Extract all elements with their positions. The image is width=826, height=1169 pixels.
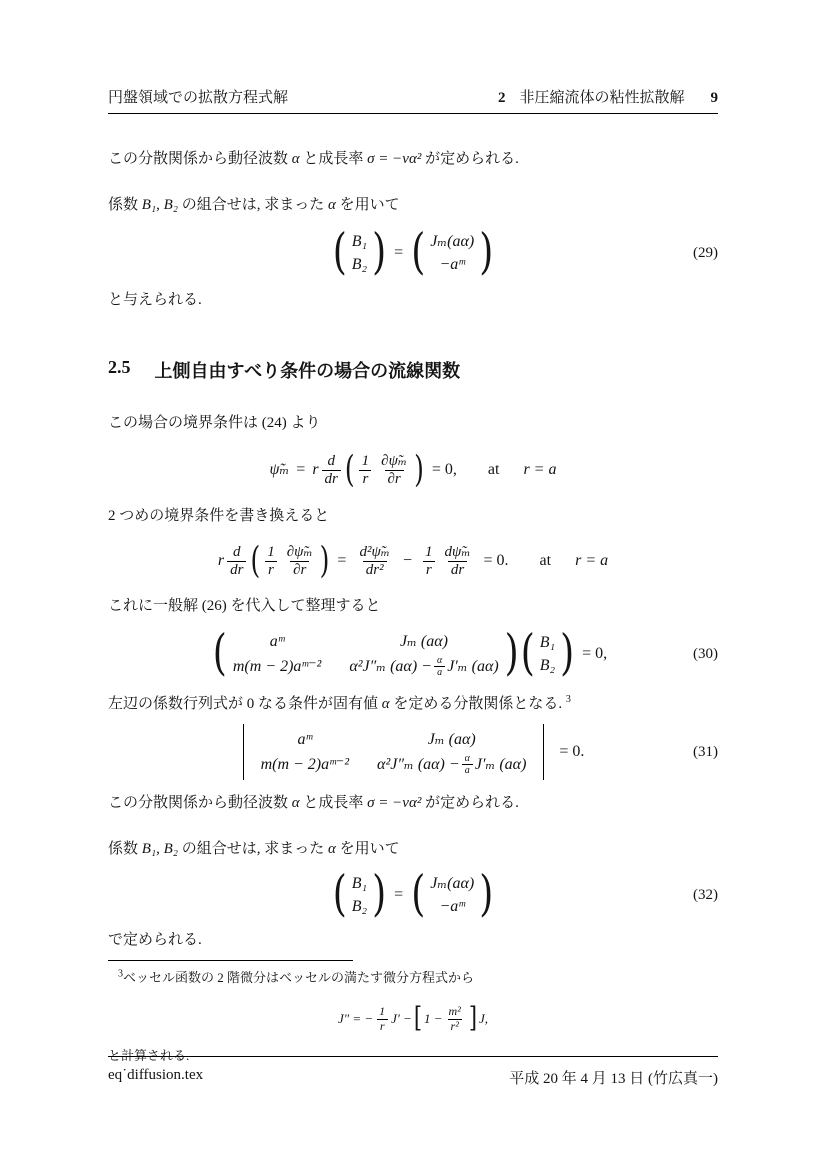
vector-entry: −aᵐ: [439, 256, 465, 273]
text-run: と成長率: [299, 795, 368, 811]
at-label: at: [487, 461, 500, 479]
numerator: 1: [379, 1004, 386, 1019]
vector-rhs: [430, 872, 474, 918]
denominator: r: [359, 470, 371, 488]
vector-b: [352, 230, 367, 276]
denominator: dr: [322, 470, 341, 488]
numerator: 1: [425, 543, 433, 560]
left-paren-glyph: (: [212, 625, 227, 681]
numerator: α: [464, 753, 470, 764]
condition: r = a: [575, 552, 609, 570]
right-paren-glyph: ): [560, 625, 575, 681]
equation-29: [108, 226, 718, 280]
equation-number: (29): [693, 245, 718, 261]
text-run: ベッセル函数の 2 階微分はベッセルの満たす微分方程式から: [123, 970, 475, 985]
equals-sign: =: [296, 461, 306, 479]
math-psi: ψ̃ₘ: [269, 461, 290, 479]
math-fraction: [446, 1005, 464, 1033]
numerator: dψ̃ₘ: [444, 543, 471, 560]
math-alpha: α: [328, 197, 336, 213]
left-paren-glyph: (: [332, 866, 347, 922]
matrix-cell: Jₘ (aα): [427, 731, 476, 748]
header-right: [498, 86, 718, 107]
numerator: α: [436, 655, 443, 666]
equation-number: (30): [693, 646, 718, 662]
equation-number: (32): [693, 887, 718, 903]
right-paren-glyph: ): [319, 539, 330, 582]
equation-32: [108, 868, 718, 922]
numerator: ∂ψ̃ₘ: [286, 543, 313, 560]
right-paren-glyph: ): [504, 625, 519, 681]
denominator: dr: [227, 561, 246, 579]
running-title: 円盤領域での拡散方程式解: [108, 90, 289, 106]
math-tail: J,: [479, 1011, 489, 1027]
right-paren-glyph: ): [372, 224, 387, 280]
text-run: を用いて: [335, 841, 400, 857]
numerator: d: [233, 543, 241, 560]
footnote-equation: [108, 999, 718, 1039]
right-paren-glyph: ): [372, 866, 387, 922]
denominator: dr²: [363, 561, 387, 579]
page-header: [108, 86, 718, 114]
right-paren-glyph: ): [479, 866, 494, 922]
math-alpha: α: [381, 696, 390, 712]
math-fraction: [356, 544, 393, 579]
footnote-text: [108, 969, 718, 986]
text-run: の組合せは, 求まった: [178, 841, 329, 857]
paragraph-defined: で定められる.: [108, 932, 202, 948]
footnote-mark: 3: [118, 968, 123, 980]
paragraph-determinant: [108, 694, 718, 715]
denominator: r: [265, 561, 277, 579]
math-fraction: [434, 655, 445, 678]
determinant-bars: [243, 724, 545, 780]
left-paren-glyph: (: [332, 224, 347, 280]
vector-b: [352, 872, 367, 918]
footer-filename: eq˙diffusion.tex: [108, 1067, 204, 1083]
text-run: この分散関係から動径波数: [108, 151, 292, 167]
math-fraction: [264, 544, 278, 579]
text-run: と成長率: [299, 151, 368, 167]
footer-date-author: 平成 20 年 4 月 13 日 (竹広真一): [509, 1071, 718, 1087]
text-run: が定められる.: [421, 795, 519, 811]
vector-entry: B₂: [539, 657, 556, 674]
matrix-cell: [377, 753, 526, 776]
matrix-cell: m(m − 2)aᵐ⁻²: [260, 756, 350, 773]
denominator: dr: [448, 561, 467, 579]
header-section-title: 非圧縮流体の粘性拡散解: [519, 90, 685, 106]
math-fraction: [442, 544, 474, 579]
equals-zero: = 0.: [559, 743, 585, 761]
text-run: J′ₘ (aα): [447, 658, 499, 675]
vector-entry: −aᵐ: [439, 898, 465, 915]
math-fraction: [359, 453, 373, 488]
matrix-cell: aᵐ: [297, 731, 313, 748]
paragraph-dispersion-2: [108, 793, 718, 814]
equals-zero: = 0,: [431, 461, 457, 479]
equals-zero: = 0,: [582, 645, 608, 663]
text-run: 係数: [108, 197, 142, 213]
text-run: α²J″ₘ (aα) −: [349, 658, 432, 675]
numerator: ∂ψ̃ₘ: [381, 452, 408, 469]
text-run: が定められる.: [421, 151, 519, 167]
left-bracket-glyph: [: [413, 1001, 423, 1034]
paragraph-given: と与えられる.: [108, 292, 202, 308]
math-alpha: α: [291, 795, 300, 811]
math-fraction: [422, 544, 436, 579]
left-paren-glyph: (: [520, 625, 535, 681]
equals-sign: =: [394, 244, 404, 262]
paragraph-dispersion-1: [108, 149, 718, 170]
denominator: a: [434, 666, 445, 678]
text-run: を定める分散関係となる.: [389, 696, 563, 712]
page-number: 9: [710, 90, 718, 106]
text-run: を用いて: [335, 197, 400, 213]
left-paren-glyph: (: [344, 448, 355, 491]
math-alpha: α: [291, 151, 300, 167]
right-bracket-glyph: ]: [468, 1001, 478, 1034]
vector-entry: B₂: [351, 256, 368, 273]
math-alpha: α: [328, 841, 336, 857]
section-title: 上側自由すべり条件の場合の流線関数: [154, 361, 461, 381]
vector-entry: B₂: [351, 898, 368, 915]
equation-bc1: [108, 444, 718, 496]
numerator: d: [327, 452, 335, 469]
right-paren-glyph: ): [479, 224, 494, 280]
footnote-post-text: と計算される.: [108, 1048, 190, 1063]
equation-30: [108, 625, 718, 683]
text-run: α²J″ₘ (aα) −: [377, 756, 460, 773]
footnote-rule: [108, 960, 353, 961]
math-lhs: J″ = −: [337, 1011, 374, 1027]
equals-zero: = 0.: [483, 552, 509, 570]
vector-entry: Jₘ(aα): [430, 875, 475, 892]
at-label: at: [539, 552, 552, 570]
minus-sign: −: [402, 552, 412, 570]
numerator: 1: [361, 452, 370, 469]
equation-bc2: [108, 535, 718, 587]
math-fraction: [462, 753, 473, 776]
section-heading: [108, 357, 718, 383]
vector-rhs: [430, 230, 474, 276]
denominator: ∂r: [385, 470, 404, 488]
section-number: 2.5: [108, 357, 131, 377]
numerator: 1: [267, 543, 275, 560]
equation-31: [108, 723, 718, 781]
denominator: a: [462, 764, 473, 776]
vector-entry: B₁: [351, 233, 368, 250]
text-run: 左辺の係数行列式が 0 なる条件が固有値: [108, 696, 382, 712]
math-fraction: [376, 1005, 388, 1033]
vector-entry: B₁: [351, 875, 368, 892]
coefficient-matrix: [233, 630, 499, 678]
matrix-cell: [349, 655, 498, 678]
paragraph-substitute: これに一般解 (26) を代入して整理すると: [108, 598, 381, 614]
vector-entry: Jₘ(aα): [430, 233, 475, 250]
denominator: r: [423, 561, 435, 579]
header-section-number: 2: [497, 90, 506, 106]
footnote-reference: 3: [565, 694, 571, 705]
denominator: ∂r: [290, 561, 309, 579]
math-r: r: [312, 461, 319, 479]
matrix-cell: m(m − 2)aᵐ⁻²: [232, 658, 322, 675]
math-fraction: [284, 544, 316, 579]
paragraph-boundary-condition: この場合の境界条件は (24) より: [108, 415, 321, 431]
left-paren-glyph: (: [250, 539, 261, 582]
equation-number: (31): [693, 744, 718, 760]
vector-entry: B₁: [539, 634, 556, 651]
numerator: d²ψ̃ₘ: [359, 543, 390, 560]
text-run: の組合せは, 求まった: [178, 197, 329, 213]
equals-sign: =: [337, 552, 347, 570]
text-run: この分散関係から動径波数: [108, 795, 292, 811]
math-fraction: [227, 544, 246, 579]
equals-sign: =: [394, 886, 404, 904]
text-run: 係数: [108, 841, 142, 857]
vector-b: [540, 631, 555, 677]
left-paren-glyph: (: [411, 224, 426, 280]
paragraph-second-bc: 2 つめの境界条件を書き換えると: [108, 508, 330, 524]
condition: r = a: [523, 461, 557, 479]
left-paren-glyph: (: [411, 866, 426, 922]
math-sigma: σ = −να²: [367, 151, 422, 167]
math-b1b2: B₁, B₂: [141, 197, 179, 213]
matrix-cell: Jₘ (aα): [400, 633, 448, 650]
denominator: r²: [448, 1019, 462, 1033]
paragraph-coefficients-2: [108, 839, 718, 860]
text-run: J′ₘ (aα): [474, 756, 527, 773]
math-fraction: [378, 453, 410, 488]
paragraph-coefficients-1: [108, 195, 718, 216]
numerator: m²: [448, 1004, 461, 1019]
math-fraction: [322, 453, 341, 488]
page-footer: [108, 1056, 718, 1088]
math-r: r: [217, 552, 225, 570]
denominator: r: [377, 1019, 388, 1033]
matrix-cell: aᵐ: [269, 633, 285, 650]
page-content: [108, 0, 718, 1077]
math-b1b2: B₁, B₂: [141, 841, 179, 857]
math-sigma: σ = −να²: [367, 795, 422, 811]
right-paren-glyph: ): [414, 448, 424, 491]
math-inner: 1 −: [424, 1011, 443, 1027]
math-mid: J′ −: [391, 1011, 412, 1027]
coefficient-matrix: [261, 728, 527, 776]
